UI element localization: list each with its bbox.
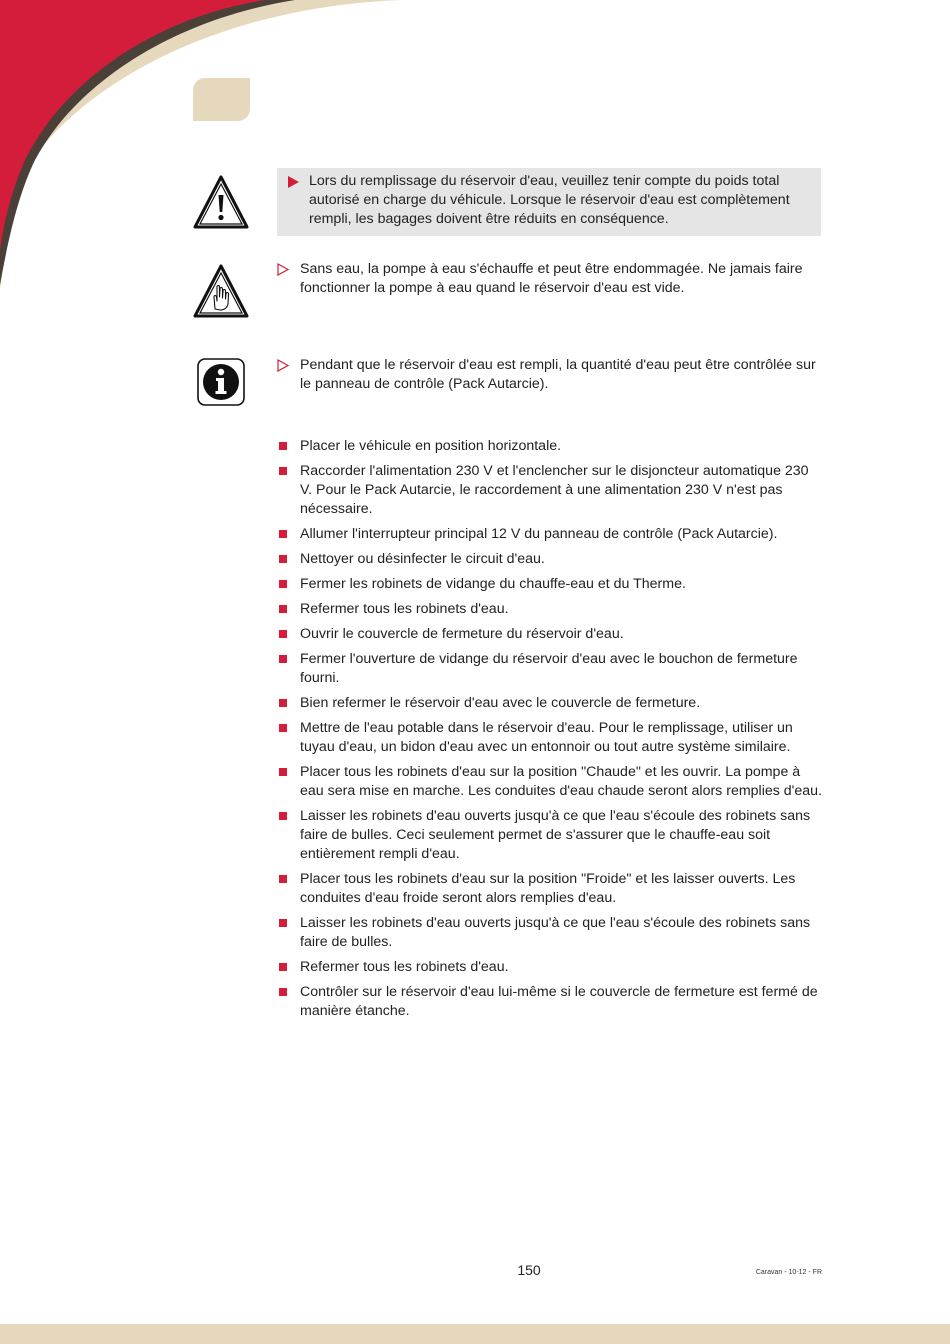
- square-bullet-icon: [279, 988, 287, 996]
- footer-band: [0, 1324, 950, 1344]
- hand-warning-triangle-icon: [193, 263, 249, 319]
- square-bullet-icon: [279, 442, 287, 450]
- list-item: Refermer tous les robinets d'eau.: [277, 958, 823, 977]
- list-item: Fermer l'ouverture de vidange du réservoir d'eau avec le bouchon de fermeture fourni.: [277, 650, 823, 688]
- list-item: Placer le véhicule en position horizontale.: [277, 437, 823, 456]
- filled-triangle-bullet-icon: [288, 176, 299, 188]
- list-item: Ouvrir le couvercle de fermeture du réservoir d'eau.: [277, 625, 823, 644]
- list-item: Laisser les robinets d'eau ouverts jusqu'à ce que l'eau s'écoule des robinets sans faire de bulles.: [277, 914, 823, 952]
- square-bullet-icon: [279, 812, 287, 820]
- list-item: Nettoyer ou désinfecter le circuit d'eau.: [277, 550, 823, 569]
- square-bullet-icon: [279, 555, 287, 563]
- info-note-text: Pendant que le réservoir d'eau est rempli, la quantité d'eau peut être contrôlée sur le panneau de contrôle (Pack Autarcie).: [300, 357, 816, 392]
- list-item: Bien refermer le réservoir d'eau avec le couvercle de fermeture.: [277, 694, 823, 713]
- square-bullet-icon: [279, 919, 287, 927]
- square-bullet-icon: [279, 467, 287, 475]
- document-reference: Caravan - 10-12 - FR: [755, 1269, 822, 1276]
- page-number: 150: [517, 1262, 541, 1278]
- warning-note-text: Lors du remplissage du réservoir d'eau, veuillez tenir compte du poids total autorisé en charge du véhicule. Lorsque le réservoir d'eau est complètement rempli, les bagages doivent être réduits en conséquence.: [309, 173, 790, 227]
- list-item: Refermer tous les robinets d'eau.: [277, 600, 823, 619]
- corner-decoration: [0, 0, 400, 300]
- procedure-steps-list: [277, 437, 823, 1027]
- open-triangle-bullet-icon: [277, 263, 289, 276]
- warning-triangle-icon: [193, 174, 249, 230]
- square-bullet-icon: [279, 699, 287, 707]
- list-item: Fermer les robinets de vidange du chauffe-eau et du Therme.: [277, 575, 823, 594]
- caution-note-text: Sans eau, la pompe à eau s'échauffe et peut être endommagée. Ne jamais faire fonctionner la pompe à eau quand le réservoir d'eau est vide.: [300, 261, 803, 296]
- list-item: Allumer l'interrupteur principal 12 V du panneau de contrôle (Pack Autarcie).: [277, 525, 823, 544]
- square-bullet-icon: [279, 605, 287, 613]
- square-bullet-icon: [279, 875, 287, 883]
- square-bullet-icon: [279, 630, 287, 638]
- list-item: Placer tous les robinets d'eau sur la position "Froide" et les laisser ouverts. Les conduites d'eau froide seront alors remplies d'eau.: [277, 870, 823, 908]
- list-item: Laisser les robinets d'eau ouverts jusqu'à ce que l'eau s'écoule des robinets sans faire de bulles. Ceci seulement permet de s'assurer que le chauffe-eau soit entièrement rempli d'eau.: [277, 807, 823, 864]
- list-item: Contrôler sur le réservoir d'eau lui-même si le couvercle de fermeture est fermé de manière étanche.: [277, 983, 823, 1021]
- list-item: Placer tous les robinets d'eau sur la position "Chaude" et les ouvrir. La pompe à eau sera mise en marche. Les conduites d'eau chaude seront alors remplies d'eau.: [277, 763, 823, 801]
- open-triangle-bullet-icon: [277, 359, 289, 372]
- square-bullet-icon: [279, 963, 287, 971]
- square-bullet-icon: [279, 580, 287, 588]
- list-item: Raccorder l'alimentation 230 V et l'enclencher sur le disjoncteur automatique 230 V. Pour le Pack Autarcie, le raccordement à une alimentation 230 V n'est pas nécessaire.: [277, 462, 823, 519]
- list-item: Mettre de l'eau potable dans le réservoir d'eau. Pour le remplissage, utiliser un tuyau d'eau, un bidon d'eau avec un entonnoir ou tout autre système similaire.: [277, 719, 823, 757]
- square-bullet-icon: [279, 768, 287, 776]
- square-bullet-icon: [279, 530, 287, 538]
- square-bullet-icon: [279, 655, 287, 663]
- chapter-tab: [193, 78, 250, 121]
- square-bullet-icon: [279, 724, 287, 732]
- info-icon: [197, 358, 245, 406]
